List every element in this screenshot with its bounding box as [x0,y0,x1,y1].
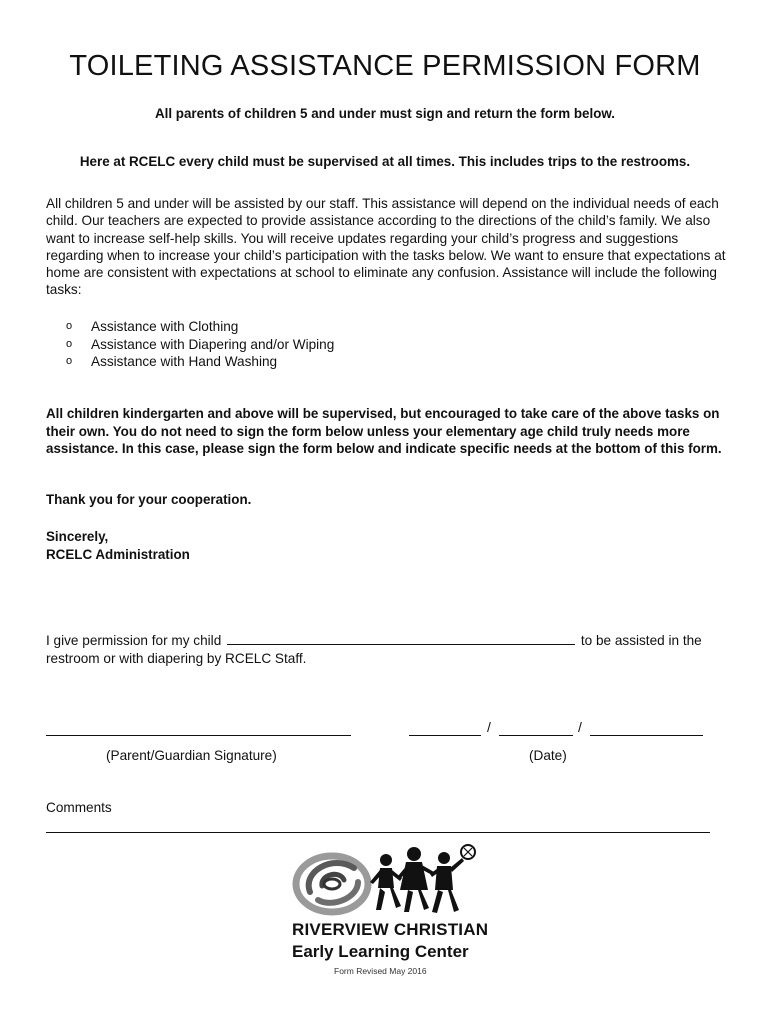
bullet-icon: o [66,320,73,332]
task-list [66,318,334,371]
task-label: Assistance with Clothing [91,319,239,334]
comments-label: Comments [46,800,112,815]
kindergarten-paragraph: All children kindergarten and above will be supervised, but encouraged to take care of the above tasks on their own. You do not need to sign the form below unless your elementary age child truly needs more assistance. In this case, please sign the form below and indicate specific needs at the bottom of this form. [46,406,722,457]
subtitle-supervision-notice: Here at RCELC every child must be supervised at all times. This includes trips to the restrooms. [79,154,691,169]
task-label: Assistance with Diapering and/or Wiping [91,336,335,352]
signoff-text: RCELC Administration [46,546,190,562]
date-year-field[interactable] [590,735,703,736]
date-separator: / [578,719,582,735]
thanks-text: Thank you for your cooperation. [46,492,252,507]
logo-subname: Early Learning Center [292,942,469,961]
date-month-field[interactable] [409,735,481,736]
date-separator: / [487,719,491,735]
date-caption: (Date) [529,748,567,763]
signature-caption: (Parent/Guardian Signature) [106,748,277,763]
child-name-field[interactable] [227,632,575,645]
intro-paragraph: All children 5 and under will be assisted by our staff. This assistance will depend on the individual needs of each child. Our teachers are expected to provide assistance according to the directions of the child’s family. We also want to increase self-help skills. You will receive updates regarding your child’s progress and suggestions regarding when to increase your child’s participation with the tasks below. We want to ensure that expectations at home are consistent with expectations at school to eliminate any confusion. Assistance will include the following tasks: [46,196,726,298]
closing-block [46,528,190,563]
bullet-icon: o [66,355,73,368]
date-day-field[interactable] [499,735,573,736]
subtitle-sign-notice: All parents of children 5 and under must sign and return the form below. [154,106,616,121]
riverview-logo-icon [292,842,482,922]
revision-note: Form Revised May 2016 [334,966,427,976]
bullet-icon: o [66,337,73,350]
permission-prefix: I give permission for my child [46,633,222,648]
form-title: TOILETING ASSISTANCE PERMISSION FORM [69,50,701,82]
signature-field[interactable] [46,735,351,736]
comments-field[interactable] [46,832,710,833]
task-label: Assistance with Hand Washing [91,354,278,370]
list-item [66,318,334,336]
list-item [66,353,334,371]
permission-suffix: to be assisted in the restroom or with diapering by RCELC Staff. [46,633,702,666]
list-item [66,336,334,354]
logo-name: RIVERVIEW CHRISTIAN [292,920,489,939]
closing-text: Sincerely, [46,529,109,544]
permission-statement [46,632,726,668]
